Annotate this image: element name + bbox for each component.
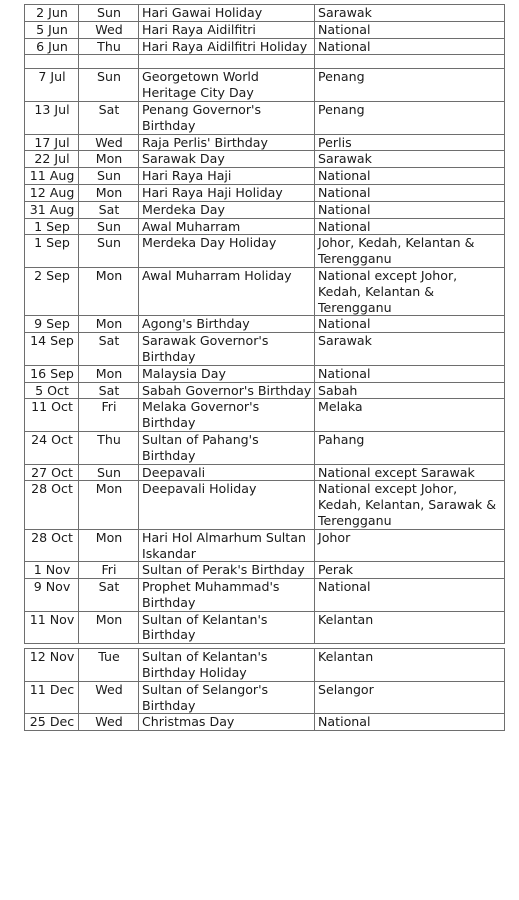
holiday-date: 12 Aug: [25, 184, 79, 201]
holiday-day: Mon: [79, 481, 139, 529]
holiday-date: 9 Nov: [25, 579, 79, 612]
holiday-name: Sultan of Kelantan's Birthday Holiday: [139, 649, 315, 682]
holiday-date: 2 Sep: [25, 267, 79, 315]
table-row: [25, 101, 505, 134]
holiday-name: Merdeka Day: [139, 201, 315, 218]
holiday-date: 27 Oct: [25, 464, 79, 481]
holiday-day: Mon: [79, 267, 139, 315]
holiday-states: National: [315, 184, 505, 201]
holiday-states: National: [315, 168, 505, 185]
table-row: [25, 21, 505, 38]
table-row: [25, 611, 505, 644]
holiday-day: Mon: [79, 611, 139, 644]
holiday-states: Melaka: [315, 399, 505, 432]
holiday-states: National: [315, 316, 505, 333]
holiday-name: Hari Raya Aidilfitri Holiday: [139, 38, 315, 55]
holiday-name: Merdeka Day Holiday: [139, 235, 315, 268]
holiday-day: Wed: [79, 681, 139, 714]
holiday-date: 16 Sep: [25, 365, 79, 382]
table-row: [25, 579, 505, 612]
holiday-name: Agong's Birthday: [139, 316, 315, 333]
holiday-name: Hari Gawai Holiday: [139, 5, 315, 22]
holiday-date: 17 Jul: [25, 134, 79, 151]
table-row: [25, 151, 505, 168]
holiday-day: Sat: [79, 579, 139, 612]
holiday-date: 1 Sep: [25, 235, 79, 268]
holiday-name: Sarawak Day: [139, 151, 315, 168]
holiday-states: Kelantan: [315, 649, 505, 682]
holiday-states: Johor, Kedah, Kelantan & Terengganu: [315, 235, 505, 268]
holiday-name: Christmas Day: [139, 714, 315, 731]
holiday-states: National: [315, 21, 505, 38]
holiday-states: National: [315, 714, 505, 731]
holiday-day: Thu: [79, 431, 139, 464]
holiday-day: Fri: [79, 399, 139, 432]
holiday-name: Hari Raya Haji: [139, 168, 315, 185]
holiday-name: Hari Raya Haji Holiday: [139, 184, 315, 201]
holiday-date: 2 Jun: [25, 5, 79, 22]
holiday-day: Mon: [79, 184, 139, 201]
table-row: [25, 168, 505, 185]
holiday-states: National: [315, 201, 505, 218]
holiday-day: Fri: [79, 562, 139, 579]
holiday-name: Deepavali Holiday: [139, 481, 315, 529]
holiday-name: Hari Raya Aidilfitri: [139, 21, 315, 38]
holiday-table-body: [25, 5, 505, 731]
holiday-day: Sat: [79, 333, 139, 366]
holiday-day: Wed: [79, 714, 139, 731]
holiday-date: 12 Nov: [25, 649, 79, 682]
holiday-states: Penang: [315, 69, 505, 102]
holiday-table: [24, 4, 505, 731]
holiday-states: National: [315, 365, 505, 382]
holiday-states: Perak: [315, 562, 505, 579]
holiday-states: Sarawak: [315, 5, 505, 22]
holiday-name: Deepavali: [139, 464, 315, 481]
holiday-date: 7 Jul: [25, 69, 79, 102]
holiday-date: 1 Nov: [25, 562, 79, 579]
holiday-date: 1 Sep: [25, 218, 79, 235]
holiday-name: Sultan of Kelantan's Birthday: [139, 611, 315, 644]
holiday-date: 11 Oct: [25, 399, 79, 432]
table-row: [25, 201, 505, 218]
holiday-date: 11 Nov: [25, 611, 79, 644]
holiday-states: Kelantan: [315, 611, 505, 644]
holiday-date: 22 Jul: [25, 151, 79, 168]
holiday-name: Sultan of Perak's Birthday: [139, 562, 315, 579]
holiday-day: Sun: [79, 5, 139, 22]
holiday-states: Johor: [315, 529, 505, 562]
holiday-name: Georgetown World Heritage City Day: [139, 69, 315, 102]
holiday-name: [139, 55, 315, 69]
holiday-day: Sun: [79, 235, 139, 268]
holiday-date: 28 Oct: [25, 481, 79, 529]
holiday-states: Pahang: [315, 431, 505, 464]
holiday-name: Malaysia Day: [139, 365, 315, 382]
table-row: [25, 69, 505, 102]
holiday-states: National except Johor, Kedah, Kelantan, Sarawak & Terengganu: [315, 481, 505, 529]
table-row: [25, 431, 505, 464]
holiday-name: Melaka Governor's Birthday: [139, 399, 315, 432]
holiday-day: Sun: [79, 69, 139, 102]
holiday-day: Sun: [79, 168, 139, 185]
holiday-states: National: [315, 38, 505, 55]
holiday-date: 28 Oct: [25, 529, 79, 562]
table-row: [25, 399, 505, 432]
holiday-name: Sultan of Pahang's Birthday: [139, 431, 315, 464]
holiday-date: [25, 55, 79, 69]
table-row: [25, 649, 505, 682]
table-row: [25, 218, 505, 235]
holiday-name: Raja Perlis' Birthday: [139, 134, 315, 151]
holiday-date: 11 Dec: [25, 681, 79, 714]
holiday-day: Mon: [79, 529, 139, 562]
holiday-name: Hari Hol Almarhum Sultan Iskandar: [139, 529, 315, 562]
holiday-states: National: [315, 579, 505, 612]
holiday-date: 11 Aug: [25, 168, 79, 185]
table-row: [25, 681, 505, 714]
holiday-states: National except Johor, Kedah, Kelantan & Terengganu: [315, 267, 505, 315]
holiday-name: Awal Muharram: [139, 218, 315, 235]
holiday-day: Sat: [79, 382, 139, 399]
table-row: [25, 382, 505, 399]
spacer-row: [25, 55, 505, 69]
holiday-name: Sarawak Governor's Birthday: [139, 333, 315, 366]
table-row: [25, 134, 505, 151]
holiday-day: Mon: [79, 365, 139, 382]
table-row: [25, 481, 505, 529]
table-row: [25, 333, 505, 366]
holiday-date: 5 Jun: [25, 21, 79, 38]
holiday-date: 5 Oct: [25, 382, 79, 399]
table-row: [25, 38, 505, 55]
holiday-name: Awal Muharram Holiday: [139, 267, 315, 315]
holiday-day: Mon: [79, 316, 139, 333]
holiday-day: Sun: [79, 218, 139, 235]
table-row: [25, 562, 505, 579]
table-row: [25, 529, 505, 562]
holiday-day: Sat: [79, 201, 139, 218]
table-row: [25, 316, 505, 333]
holiday-day: Wed: [79, 134, 139, 151]
holiday-day: Mon: [79, 151, 139, 168]
holiday-day: [79, 55, 139, 69]
holiday-states: [315, 55, 505, 69]
holiday-name: Sabah Governor's Birthday: [139, 382, 315, 399]
holiday-day: Tue: [79, 649, 139, 682]
holiday-states: National: [315, 218, 505, 235]
holiday-date: 31 Aug: [25, 201, 79, 218]
holiday-states: National except Sarawak: [315, 464, 505, 481]
holiday-date: 6 Jun: [25, 38, 79, 55]
holiday-states: Sabah: [315, 382, 505, 399]
holiday-day: Sat: [79, 101, 139, 134]
holiday-day: Sun: [79, 464, 139, 481]
holiday-date: 14 Sep: [25, 333, 79, 366]
table-row: [25, 365, 505, 382]
holiday-states: Sarawak: [315, 151, 505, 168]
holiday-name: Sultan of Selangor's Birthday: [139, 681, 315, 714]
holiday-states: Penang: [315, 101, 505, 134]
holiday-date: 24 Oct: [25, 431, 79, 464]
holiday-name: Prophet Muhammad's Birthday: [139, 579, 315, 612]
holiday-states: Sarawak: [315, 333, 505, 366]
table-row: [25, 235, 505, 268]
holiday-date: 13 Jul: [25, 101, 79, 134]
table-row: [25, 5, 505, 22]
holiday-name: Penang Governor's Birthday: [139, 101, 315, 134]
table-row: [25, 184, 505, 201]
holiday-day: Wed: [79, 21, 139, 38]
holiday-date: 25 Dec: [25, 714, 79, 731]
holiday-states: Perlis: [315, 134, 505, 151]
table-row: [25, 464, 505, 481]
holiday-day: Thu: [79, 38, 139, 55]
holiday-date: 9 Sep: [25, 316, 79, 333]
table-row: [25, 714, 505, 731]
holiday-states: Selangor: [315, 681, 505, 714]
table-row: [25, 267, 505, 315]
